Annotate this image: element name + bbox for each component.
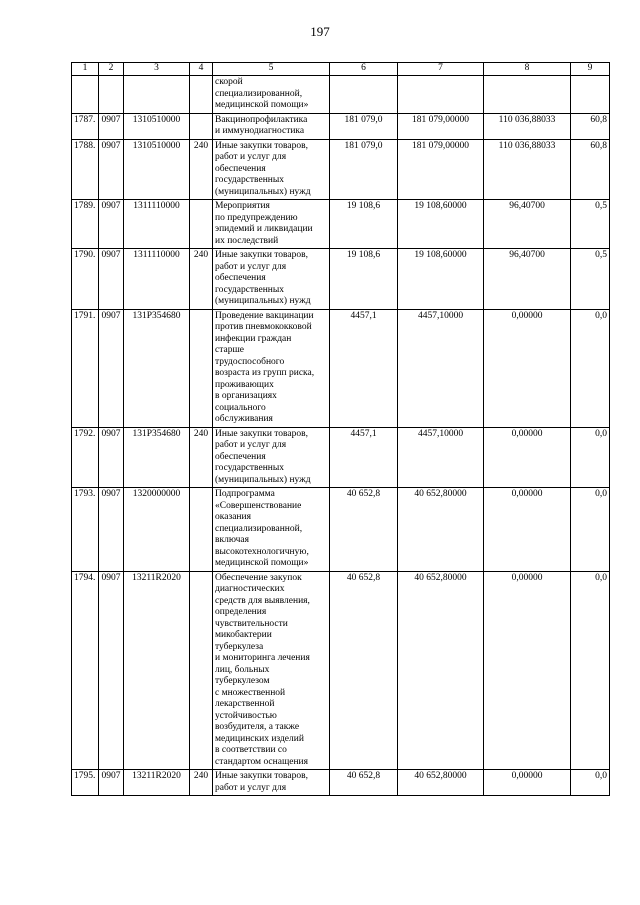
table-row xyxy=(72,309,610,427)
approved-amount-cell: 19 108,6 xyxy=(330,249,398,310)
budget-amount-cell xyxy=(398,76,484,114)
target-article-cell xyxy=(124,76,190,114)
item-name-cell: Обеспечение закупок диагностических средств для выявления, определения чувствительности микобактерии туберкулеза и мониторинга лечения лиц, больных туберкулезом с множественной лекарственной устойчивостью возбудителя, а также медицинских изделий в соответствии со стандартом оснащения xyxy=(213,571,330,770)
target-article-cell: 1310510000 xyxy=(124,139,190,200)
item-name-cell: Мероприятия по предупреждению эпидемий и ликвидации их последствий xyxy=(213,200,330,249)
target-article-cell: 1320000000 xyxy=(124,488,190,572)
row-number-cell: 1795. xyxy=(72,770,99,796)
section-code-cell: 0907 xyxy=(99,139,124,200)
expense-type-cell: 240 xyxy=(190,770,213,796)
target-article-cell: 131P354680 xyxy=(124,427,190,488)
executed-amount-cell: 0,00000 xyxy=(484,571,571,770)
column-header-4: 4 xyxy=(190,63,213,76)
execution-percent-cell: 60,8 xyxy=(571,139,610,200)
expense-type-cell xyxy=(190,488,213,572)
column-header-1: 1 xyxy=(72,63,99,76)
approved-amount-cell: 4457,1 xyxy=(330,427,398,488)
expense-type-cell: 240 xyxy=(190,139,213,200)
table-row xyxy=(72,488,610,572)
budget-amount-cell: 4457,10000 xyxy=(398,427,484,488)
approved-amount-cell xyxy=(330,76,398,114)
column-header-6: 6 xyxy=(330,63,398,76)
table-row xyxy=(72,76,610,114)
section-code-cell: 0907 xyxy=(99,770,124,796)
expense-type-cell xyxy=(190,113,213,139)
table-row xyxy=(72,571,610,770)
item-name-cell: Иные закупки товаров, работ и услуг для обеспечения государственных (муниципальных) нужд xyxy=(213,249,330,310)
target-article-cell: 13211R2020 xyxy=(124,770,190,796)
page-number: 197 xyxy=(310,24,330,39)
expense-type-cell xyxy=(190,200,213,249)
section-code-cell: 0907 xyxy=(99,113,124,139)
table-row xyxy=(72,770,610,796)
section-code-cell: 0907 xyxy=(99,249,124,310)
execution-percent-cell: 60,8 xyxy=(571,113,610,139)
section-code-cell: 0907 xyxy=(99,309,124,427)
expense-type-cell xyxy=(190,76,213,114)
table-row xyxy=(72,139,610,200)
column-header-5: 5 xyxy=(213,63,330,76)
item-name-cell: Иные закупки товаров, работ и услуг для обеспечения государственных (муниципальных) нужд xyxy=(213,427,330,488)
table-row xyxy=(72,113,610,139)
execution-percent-cell: 0,0 xyxy=(571,770,610,796)
budget-amount-cell: 19 108,60000 xyxy=(398,200,484,249)
table-row xyxy=(72,200,610,249)
target-article-cell: 1310510000 xyxy=(124,113,190,139)
item-name-cell: Иные закупки товаров, работ и услуг для обеспечения государственных (муниципальных) нужд xyxy=(213,139,330,200)
approved-amount-cell: 19 108,6 xyxy=(330,200,398,249)
row-number-cell: 1791. xyxy=(72,309,99,427)
executed-amount-cell: 0,00000 xyxy=(484,309,571,427)
row-number-cell: 1787. xyxy=(72,113,99,139)
executed-amount-cell: 0,00000 xyxy=(484,770,571,796)
item-name-cell: скорой специализированной, медицинской помощи» xyxy=(213,76,330,114)
column-header-8: 8 xyxy=(484,63,571,76)
row-number-cell: 1790. xyxy=(72,249,99,310)
section-code-cell: 0907 xyxy=(99,427,124,488)
row-number-cell: 1789. xyxy=(72,200,99,249)
approved-amount-cell: 40 652,8 xyxy=(330,571,398,770)
approved-amount-cell: 40 652,8 xyxy=(330,770,398,796)
section-code-cell: 0907 xyxy=(99,200,124,249)
expense-type-cell xyxy=(190,309,213,427)
execution-percent-cell: 0,0 xyxy=(571,488,610,572)
item-name-cell: Иные закупки товаров, работ и услуг для xyxy=(213,770,330,796)
item-name-cell: Подпрограмма «Совершенствование оказания специализированной, включая высокотехнологичную, медицинской помощи» xyxy=(213,488,330,572)
execution-percent-cell: 0,5 xyxy=(571,249,610,310)
executed-amount-cell: 0,00000 xyxy=(484,427,571,488)
row-number-cell: 1794. xyxy=(72,571,99,770)
executed-amount-cell: 96,40700 xyxy=(484,249,571,310)
target-article-cell: 13211R2020 xyxy=(124,571,190,770)
budget-amount-cell: 40 652,80000 xyxy=(398,770,484,796)
column-header-3: 3 xyxy=(124,63,190,76)
column-header-7: 7 xyxy=(398,63,484,76)
budget-amount-cell: 181 079,00000 xyxy=(398,139,484,200)
column-header-2: 2 xyxy=(99,63,124,76)
section-code-cell xyxy=(99,76,124,114)
row-number-cell xyxy=(72,76,99,114)
section-code-cell: 0907 xyxy=(99,488,124,572)
expense-type-cell: 240 xyxy=(190,427,213,488)
approved-amount-cell: 4457,1 xyxy=(330,309,398,427)
target-article-cell: 1311110000 xyxy=(124,249,190,310)
item-name-cell: Вакцинопрофилактика и иммунодиагностика xyxy=(213,113,330,139)
row-number-cell: 1792. xyxy=(72,427,99,488)
target-article-cell: 131P354680 xyxy=(124,309,190,427)
approved-amount-cell: 40 652,8 xyxy=(330,488,398,572)
target-article-cell: 1311110000 xyxy=(124,200,190,249)
row-number-cell: 1788. xyxy=(72,139,99,200)
executed-amount-cell: 110 036,88033 xyxy=(484,139,571,200)
budget-amount-cell: 40 652,80000 xyxy=(398,571,484,770)
table-body xyxy=(72,76,610,796)
budget-amount-cell: 4457,10000 xyxy=(398,309,484,427)
row-number-cell: 1793. xyxy=(72,488,99,572)
executed-amount-cell xyxy=(484,76,571,114)
section-code-cell: 0907 xyxy=(99,571,124,770)
header-row xyxy=(72,63,610,76)
approved-amount-cell: 181 079,0 xyxy=(330,139,398,200)
budget-amount-cell: 40 652,80000 xyxy=(398,488,484,572)
executed-amount-cell: 110 036,88033 xyxy=(484,113,571,139)
budget-amount-cell: 19 108,60000 xyxy=(398,249,484,310)
column-header-9: 9 xyxy=(571,63,610,76)
execution-percent-cell: 0,0 xyxy=(571,571,610,770)
budget-amount-cell: 181 079,00000 xyxy=(398,113,484,139)
expense-type-cell: 240 xyxy=(190,249,213,310)
execution-percent-cell: 0,0 xyxy=(571,309,610,427)
executed-amount-cell: 0,00000 xyxy=(484,488,571,572)
approved-amount-cell: 181 079,0 xyxy=(330,113,398,139)
execution-percent-cell: 0,5 xyxy=(571,200,610,249)
item-name-cell: Проведение вакцинации против пневмококковой инфекции граждан старше трудоспособного возраста из групп риска, проживающих в организациях социального обслуживания xyxy=(213,309,330,427)
executed-amount-cell: 96,40700 xyxy=(484,200,571,249)
table-row xyxy=(72,249,610,310)
execution-percent-cell xyxy=(571,76,610,114)
execution-percent-cell: 0,0 xyxy=(571,427,610,488)
budget-table xyxy=(71,62,610,796)
expense-type-cell xyxy=(190,571,213,770)
table-row xyxy=(72,427,610,488)
